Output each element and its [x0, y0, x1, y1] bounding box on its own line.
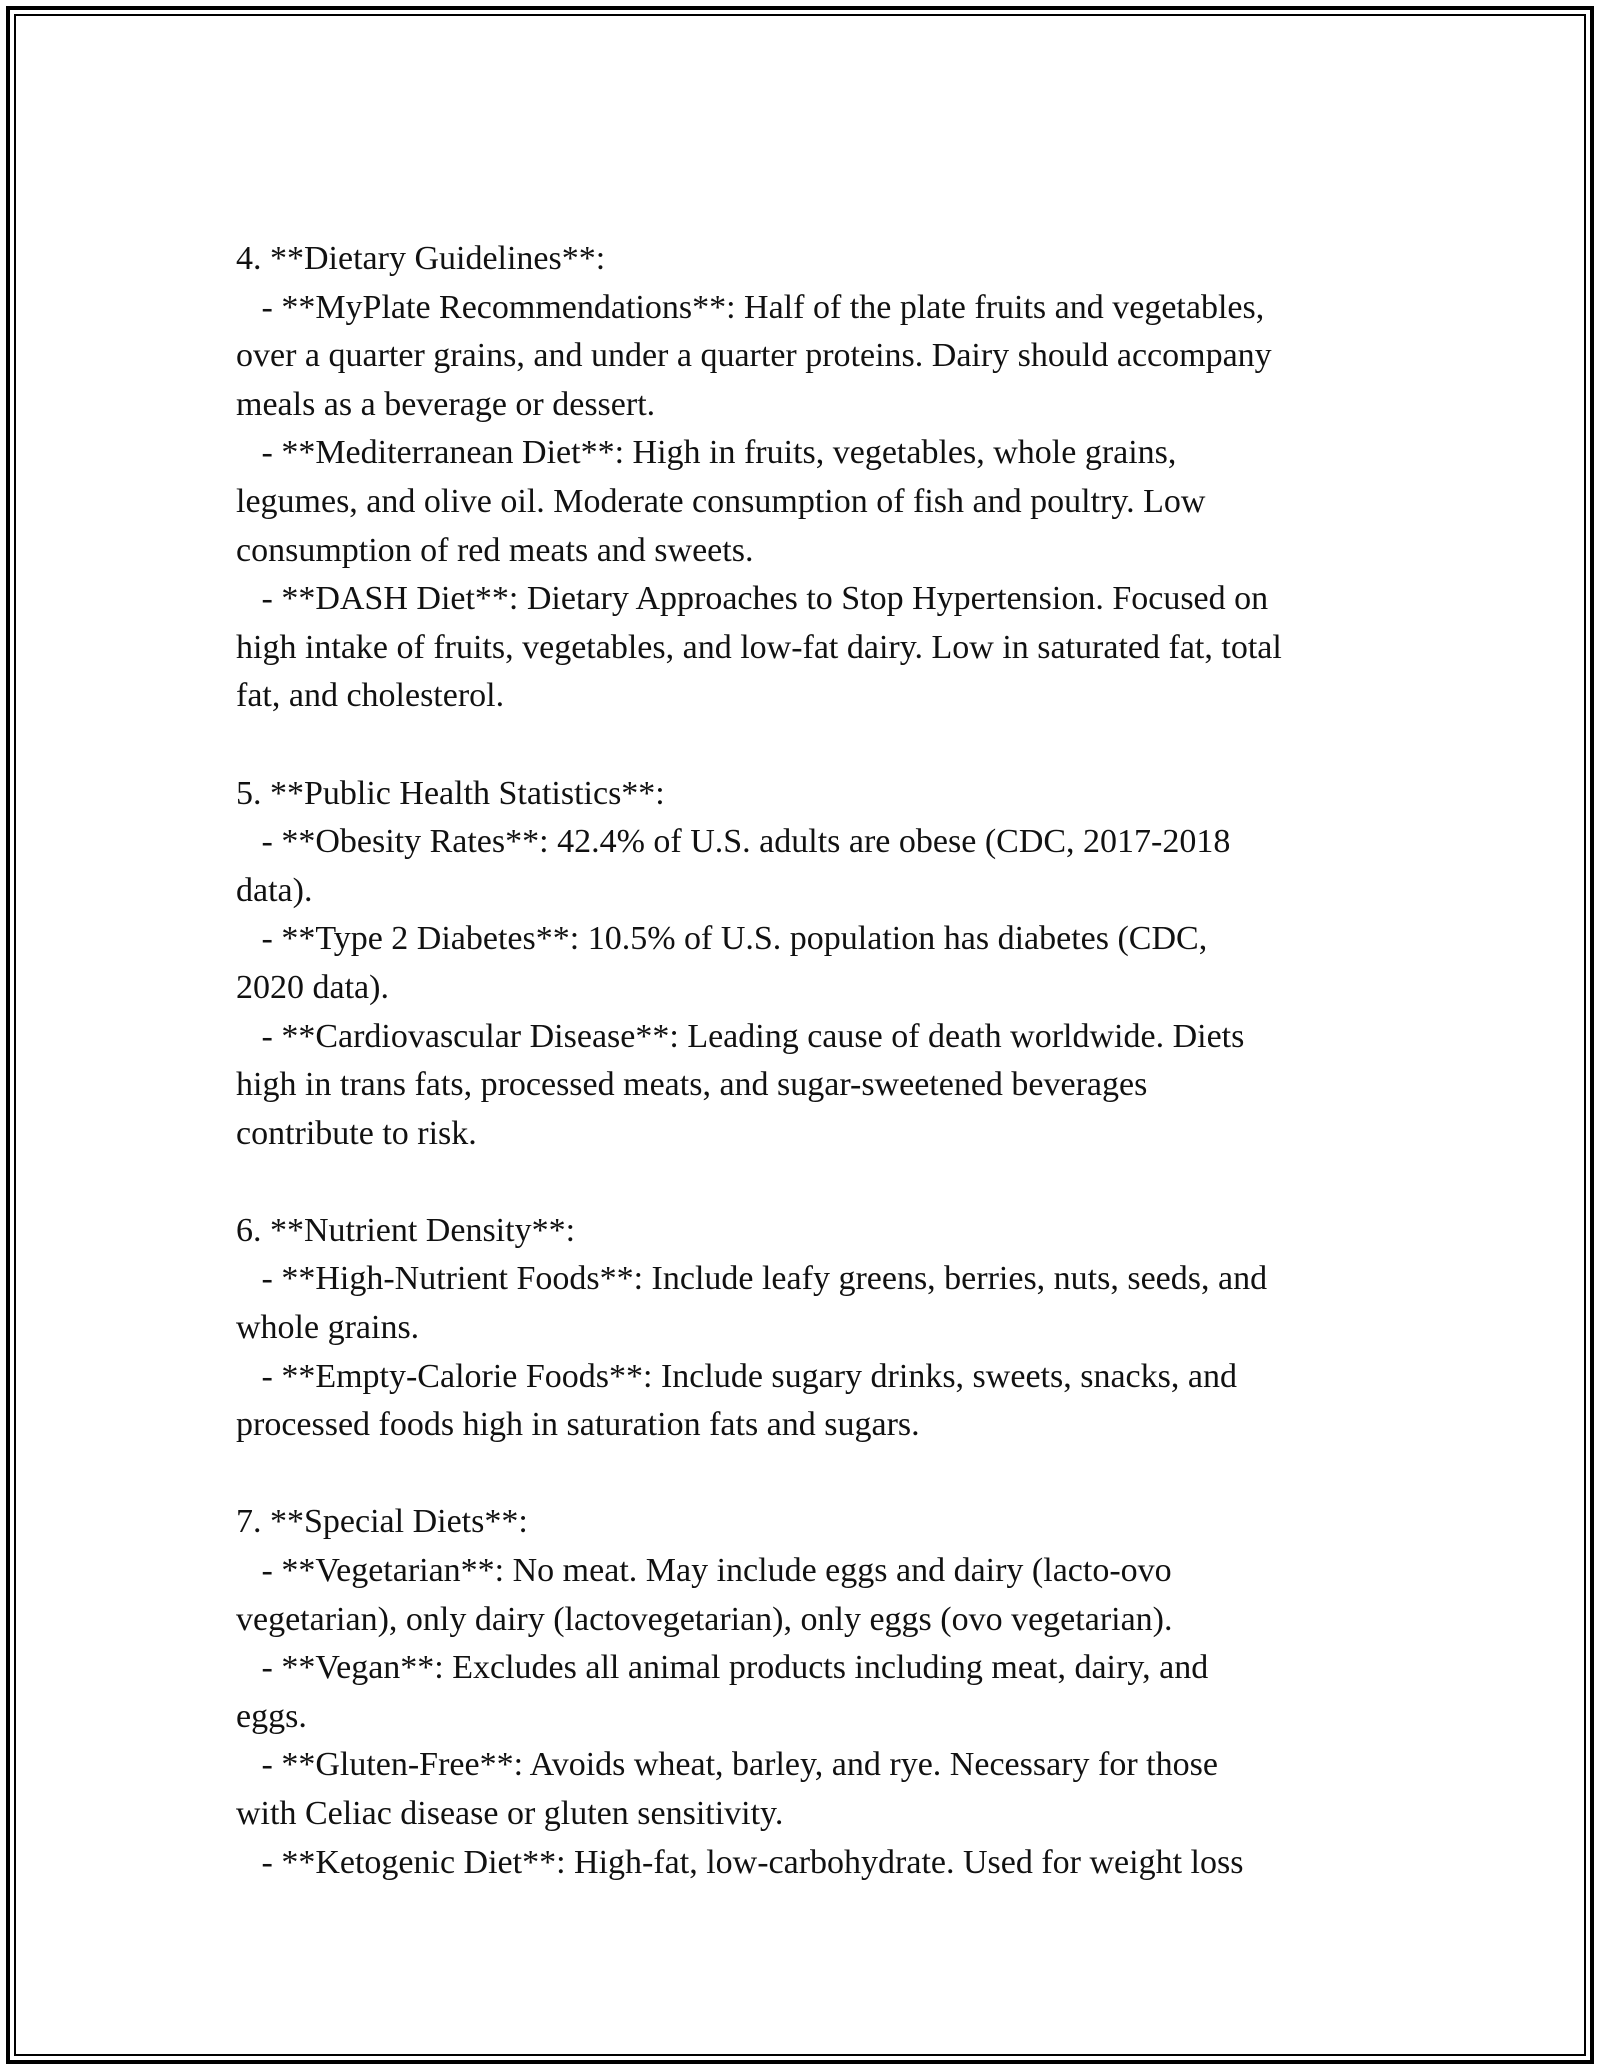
text-line: 7. **Special Diets**: — [236, 1503, 528, 1541]
text-line: - **MyPlate Recommendations**: Half of the plate fruits and vegetables, — [236, 288, 1265, 326]
text-line: whole grains. — [236, 1309, 420, 1347]
text-line: - **High-Nutrient Foods**: Include leafy greens, berries, nuts, seeds, and — [236, 1260, 1268, 1298]
text-line: - **DASH Diet**: Dietary Approaches to Stop Hypertension. Focused on — [236, 580, 1269, 618]
text-line: 6. **Nutrient Density**: — [236, 1211, 576, 1249]
text-line: - **Cardiovascular Disease**: Leading cause of death worldwide. Diets — [236, 1017, 1245, 1055]
text-line: vegetarian), only dairy (lactovegetarian), only eggs (ovo vegetarian). — [236, 1600, 1173, 1638]
text-line: meals as a beverage or dessert. — [236, 385, 656, 423]
text-line: - **Ketogenic Diet**: High-fat, low-carbohydrate. Used for weight loss — [236, 1843, 1244, 1881]
text-line: 2020 data). — [236, 968, 389, 1006]
text-line: - **Vegan**: Excludes all animal products including meat, dairy, and — [236, 1649, 1209, 1687]
text-line: high in trans fats, processed meats, and sugar-sweetened beverages — [236, 1066, 1148, 1104]
text-line: - **Gluten-Free**: Avoids wheat, barley, and rye. Necessary for those — [236, 1746, 1218, 1784]
text-line: - **Mediterranean Diet**: High in fruits, vegetables, whole grains, — [236, 434, 1177, 472]
blank-line — [236, 1450, 1396, 1499]
text-line: 4. **Dietary Guidelines**: — [236, 240, 606, 277]
text-line: contribute to risk. — [236, 1114, 477, 1152]
blank-line — [236, 1158, 1396, 1207]
text-line: - **Obesity Rates**: 42.4% of U.S. adults are obese (CDC, 2017-2018 — [236, 823, 1231, 861]
text-line: eggs. — [236, 1697, 307, 1735]
blank-line — [236, 721, 1396, 770]
text-line: - **Type 2 Diabetes**: 10.5% of U.S. population has diabetes (CDC, — [236, 920, 1208, 958]
document-body — [236, 235, 1396, 1887]
text-line: consumption of red meats and sweets. — [236, 531, 754, 569]
text-line: legumes, and olive oil. Moderate consumption of fish and poultry. Low — [236, 482, 1206, 520]
text-line: processed foods high in saturation fats and sugars. — [236, 1406, 920, 1444]
text-line: with Celiac disease or gluten sensitivity. — [236, 1795, 784, 1832]
text-line: over a quarter grains, and under a quarter proteins. Dairy should accompany — [236, 337, 1272, 375]
text-line: high intake of fruits, vegetables, and low-fat dairy. Low in saturated fat, total — [236, 628, 1282, 666]
text-line: fat, and cholesterol. — [236, 677, 505, 715]
text-line: data). — [236, 871, 313, 909]
text-line: - **Vegetarian**: No meat. May include eggs and dairy (lacto-ovo — [236, 1552, 1172, 1590]
text-line: - **Empty-Calorie Foods**: Include sugary drinks, sweets, snacks, and — [236, 1357, 1237, 1395]
text-line: 5. **Public Health Statistics**: — [236, 774, 665, 812]
